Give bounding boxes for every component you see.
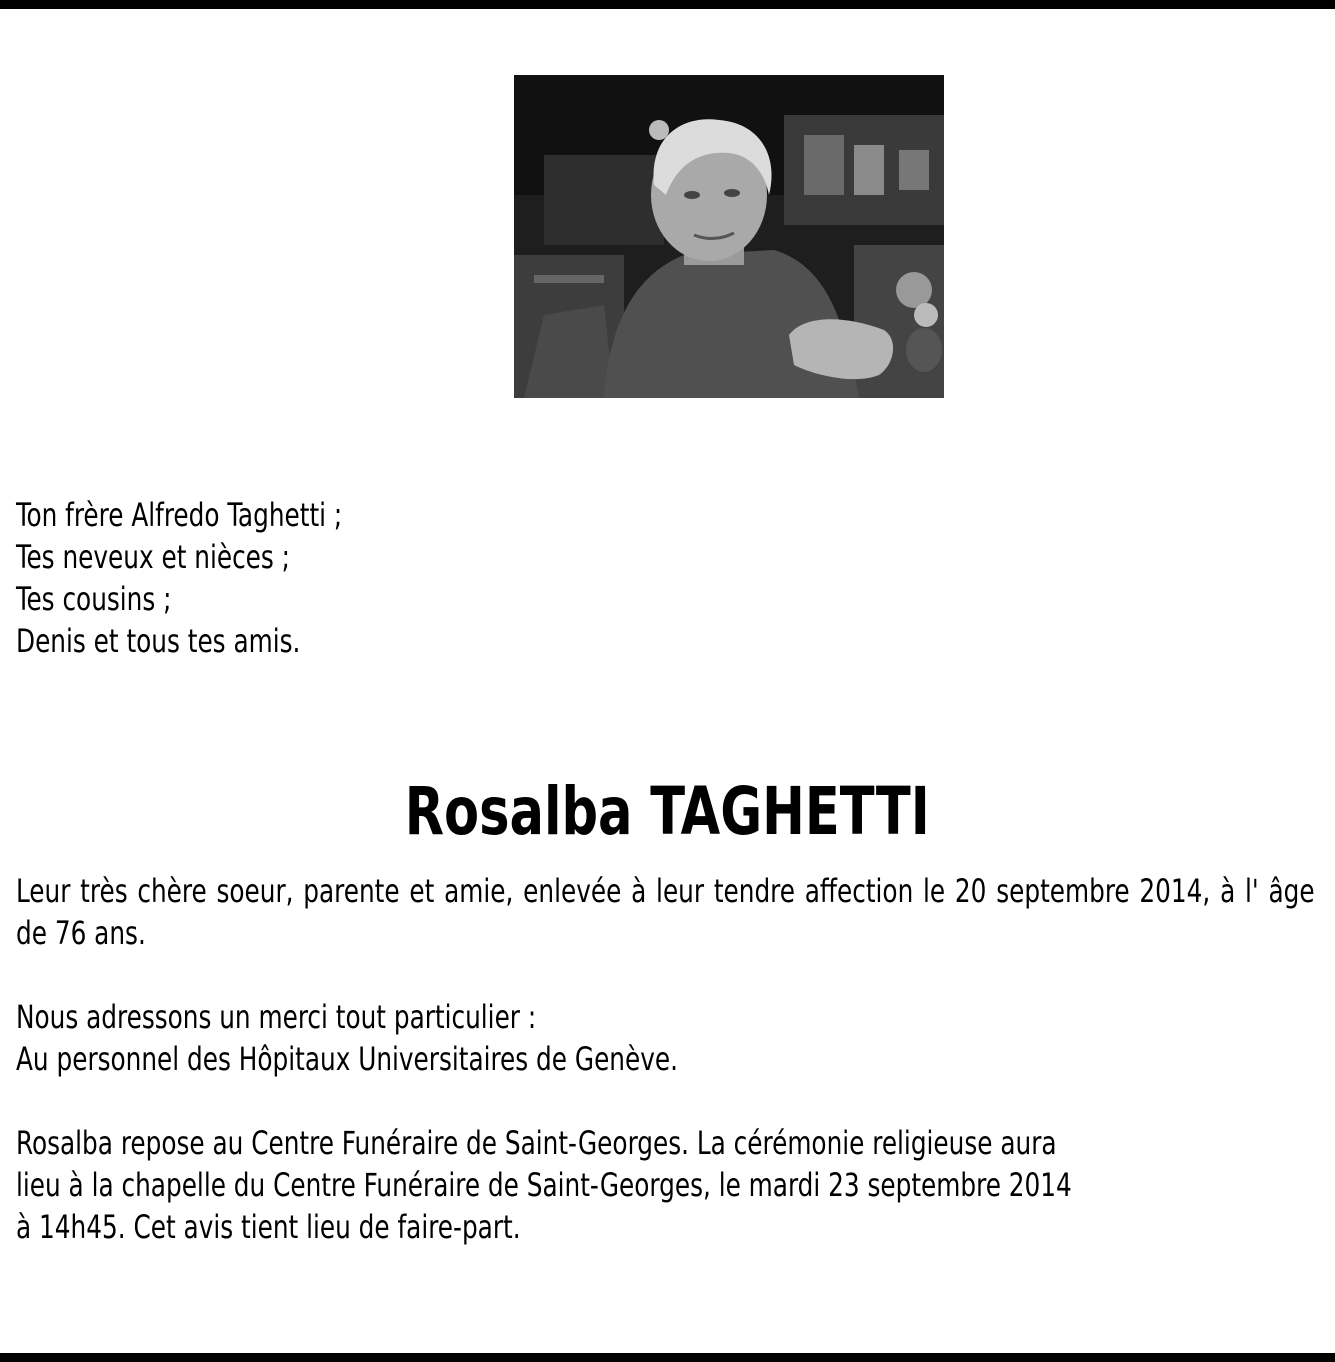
thanks-paragraph (16, 996, 1316, 1080)
notice-body (16, 870, 1316, 1290)
family-line: Ton frère Alfredo Taghetti ; (16, 496, 343, 534)
family-line: Tes neveux et nièces ; (16, 538, 291, 576)
deceased-name: Rosalba TAGHETTI (405, 773, 930, 850)
family-line: Denis et tous tes amis. (16, 622, 301, 660)
ceremony-paragraph (16, 1122, 1316, 1248)
ceremony-line: Rosalba repose au Centre Funéraire de Saint-Georges. La cérémonie religieuse aura (16, 1124, 1057, 1162)
thanks-intro: Nous adressons un merci tout particulier : (16, 998, 537, 1036)
announcement-paragraph (16, 870, 1316, 954)
top-border-rule (0, 0, 1335, 9)
ceremony-line: lieu à la chapelle du Centre Funéraire de Saint-Georges, le mardi 23 septembre 2014 (16, 1166, 1072, 1204)
family-line: Tes cousins ; (16, 580, 172, 618)
bottom-border-rule (0, 1353, 1335, 1362)
deceased-name-heading (0, 772, 1335, 852)
family-list (16, 494, 342, 662)
announcement-text: Leur très chère soeur, parente et amie, enlevée à leur tendre affection le 20 septembre 2014, à l' âge de 76 ans. (16, 872, 1315, 952)
ceremony-line: à 14h45. Cet avis tient lieu de faire-part. (16, 1208, 521, 1246)
thanks-recipient: Au personnel des Hôpitaux Universitaires de Genève. (16, 1040, 678, 1078)
portrait-photo (514, 75, 944, 398)
